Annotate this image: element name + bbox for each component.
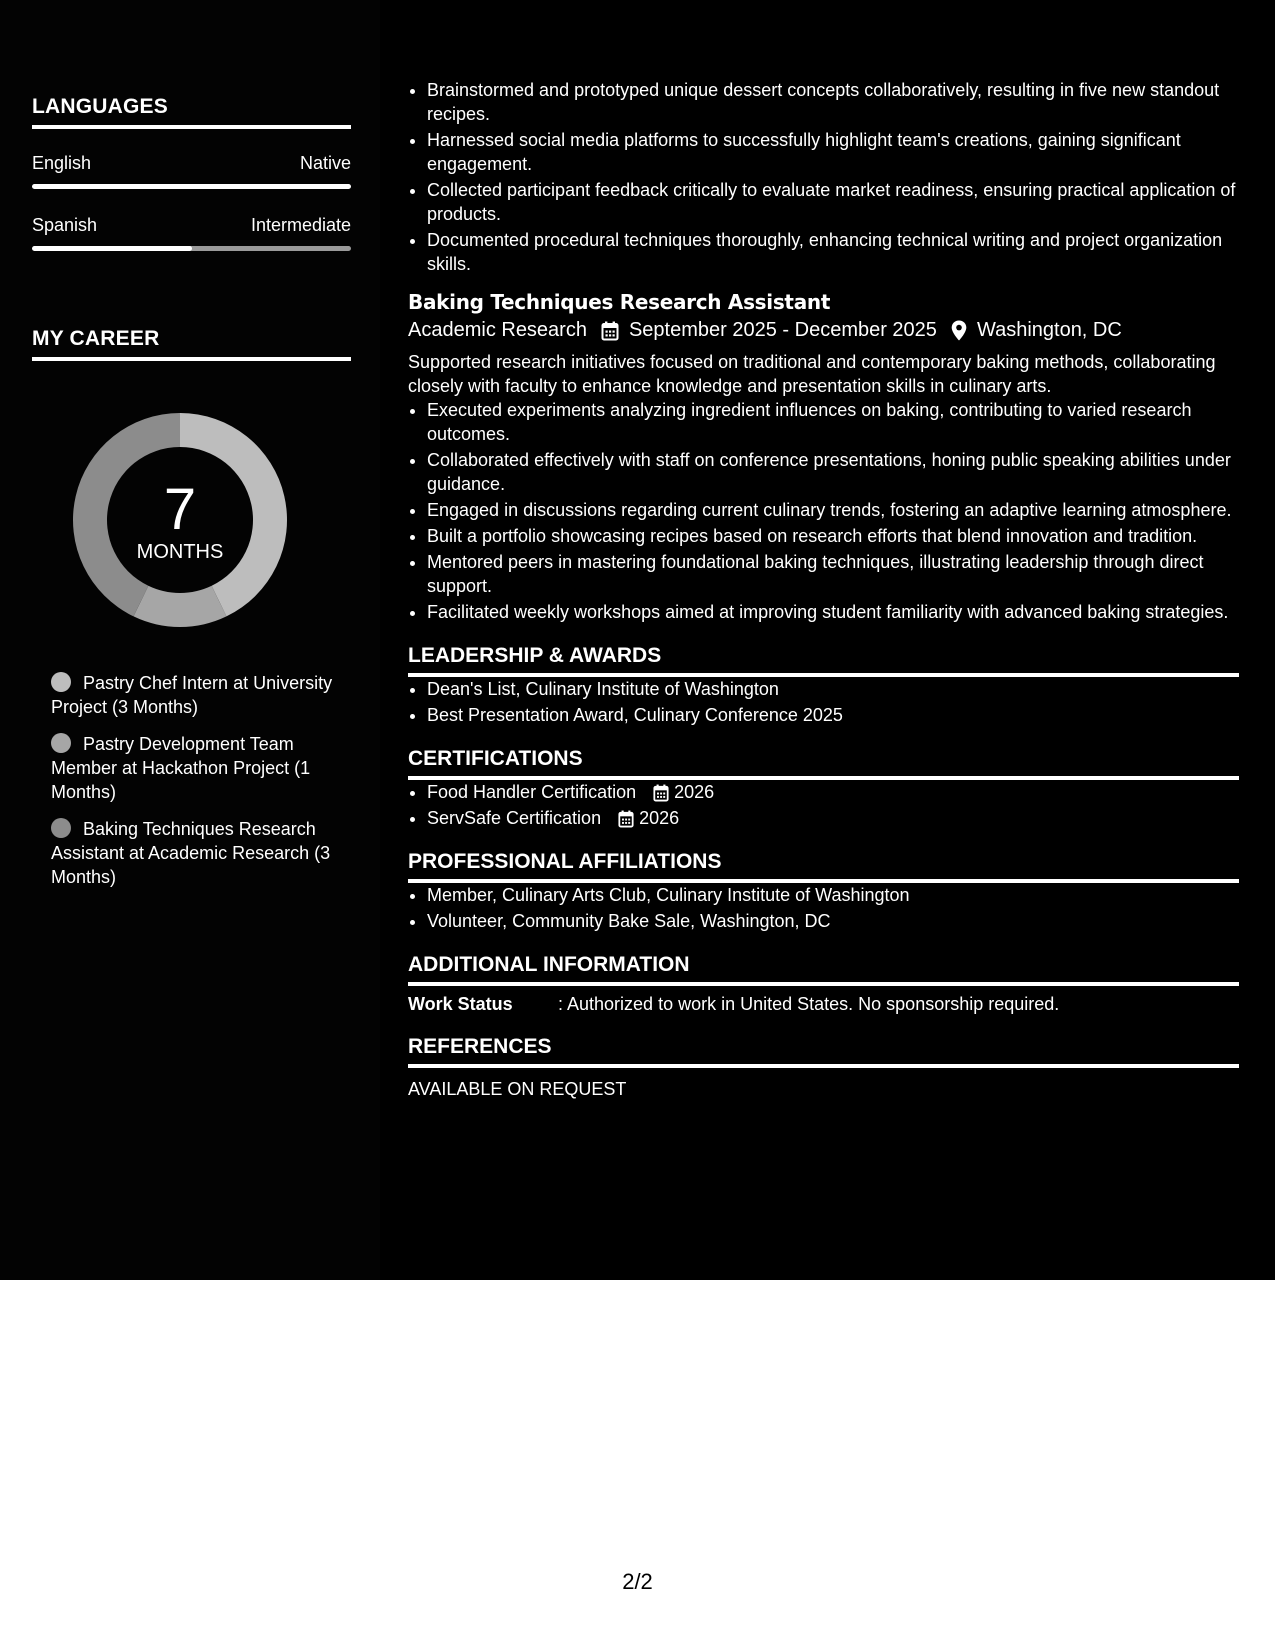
job-location: Washington, DC [976, 319, 1122, 341]
job-organization: Academic Research [408, 319, 587, 341]
work-status-label: Work Status [408, 994, 513, 1014]
career-item-text: Baking Techniques Research Assistant at Academic Research (3 Months) [51, 819, 331, 887]
certification-item [427, 806, 1239, 830]
work-status-row [408, 994, 1239, 1015]
leadership-heading: LEADERSHIP & AWARDS [408, 644, 1239, 677]
bullet-item: • Built a portfolio showcasing recipes based on research efforts that blend innovation and tradition. [427, 524, 1239, 548]
calendar-icon [618, 810, 634, 828]
career-item-text: Pastry Development Team Member at Hackathon Project (1 Months) [51, 734, 311, 802]
affiliations-list [408, 883, 1239, 933]
certifications-list [408, 780, 1239, 830]
bullet-item: • Executed experiments analyzing ingredient influences on baking, contributing to varied research outcomes. [427, 398, 1239, 446]
certifications-heading: CERTIFICATIONS [408, 747, 1239, 780]
bullet-item: • Harnessed social media platforms to successfully highlight team's creations, gaining significant engagement. [427, 128, 1239, 176]
certification-year: 2026 [639, 808, 680, 828]
languages-heading: LANGUAGES [32, 95, 351, 129]
donut-center-label [65, 405, 295, 635]
bullet-item: • Documented procedural techniques thoroughly, enhancing technical writing and project organization skills. [427, 228, 1239, 276]
bullet-item: • Member, Culinary Arts Club, Culinary Institute of Washington [427, 883, 1239, 907]
language-proficiency-fill [32, 246, 192, 251]
bullet-item: • Mentored peers in mastering foundational baking techniques, illustrating leadership through direct support. [427, 550, 1239, 598]
bullet-item: • Facilitated weekly workshops aimed at improving student familiarity with advanced baking strategies. [427, 600, 1239, 624]
language-proficiency-bar [32, 184, 351, 189]
language-english [32, 153, 351, 189]
bullet-item: • Engaged in discussions regarding current culinary trends, fostering an adaptive learning atmosphere. [427, 498, 1239, 522]
page-number: 2/2 [622, 1569, 653, 1594]
work-status-value: : Authorized to work in United States. No sponsorship required. [558, 994, 1060, 1014]
language-proficiency-fill [32, 184, 351, 189]
career-legend-item [51, 732, 341, 804]
calendar-icon [653, 784, 669, 802]
calendar-icon [601, 321, 619, 341]
bullet-item: • Collaborated effectively with staff on conference presentations, honing public speaking abilities under guidance. [427, 448, 1239, 496]
career-item-text: Pastry Chef Intern at University Project (3 Months) [51, 673, 333, 717]
job-description: Supported research initiatives focused on traditional and contemporary baking methods, collaborating closely with faculty to enhance knowledge and presentation skills in culinary arts. [408, 352, 1216, 396]
career-legend-item [51, 671, 341, 719]
language-level: Intermediate [250, 215, 351, 235]
career-heading: MY CAREER [32, 327, 351, 361]
career-total-unit: MONTHS [136, 540, 224, 563]
certification-item [427, 780, 1239, 804]
language-name: Spanish [32, 215, 98, 235]
references-heading: REFERENCES [408, 1035, 1239, 1068]
language-proficiency-bar [32, 246, 351, 251]
career-donut-chart [65, 405, 295, 635]
bullet-item: • Volunteer, Community Bake Sale, Washington, DC [427, 909, 1239, 933]
career-legend-item [51, 817, 341, 889]
legend-dot-icon [51, 672, 71, 692]
additional-info-heading: ADDITIONAL INFORMATION [408, 953, 1239, 986]
bullet-item: • Dean's List, Culinary Institute of Washington [427, 677, 1239, 701]
job-meta [408, 319, 1239, 342]
map-pin-icon [951, 320, 967, 341]
bullet-item: • Best Presentation Award, Culinary Conference 2025 [427, 703, 1239, 727]
references-text: AVAILABLE ON REQUEST [408, 1079, 627, 1099]
certification-year: 2026 [674, 782, 715, 802]
language-name: English [32, 153, 92, 173]
legend-dot-icon [51, 818, 71, 838]
career-total-number: 7 [163, 476, 197, 542]
bullet-item: • Brainstormed and prototyped unique dessert concepts collaboratively, resulting in five new standout recipes. [427, 78, 1239, 126]
previous-job-bullets [408, 78, 1239, 276]
job-title: Baking Techniques Research Assistant [408, 290, 831, 314]
language-spanish [32, 215, 351, 251]
bullet-item: • Collected participant feedback critically to evaluate market readiness, ensuring practical application of products. [427, 178, 1239, 226]
certification-name: ServSafe Certification [427, 808, 602, 828]
career-legend [51, 671, 341, 889]
affiliations-heading: PROFESSIONAL AFFILIATIONS [408, 850, 1239, 883]
language-level: Native [299, 153, 351, 173]
leadership-list [408, 677, 1239, 727]
sidebar [0, 0, 380, 1280]
main-content [408, 78, 1239, 1100]
job-dates: September 2025 - December 2025 [628, 319, 937, 341]
job-bullets [408, 398, 1239, 624]
certification-name: Food Handler Certification [427, 782, 637, 802]
legend-dot-icon [51, 733, 71, 753]
